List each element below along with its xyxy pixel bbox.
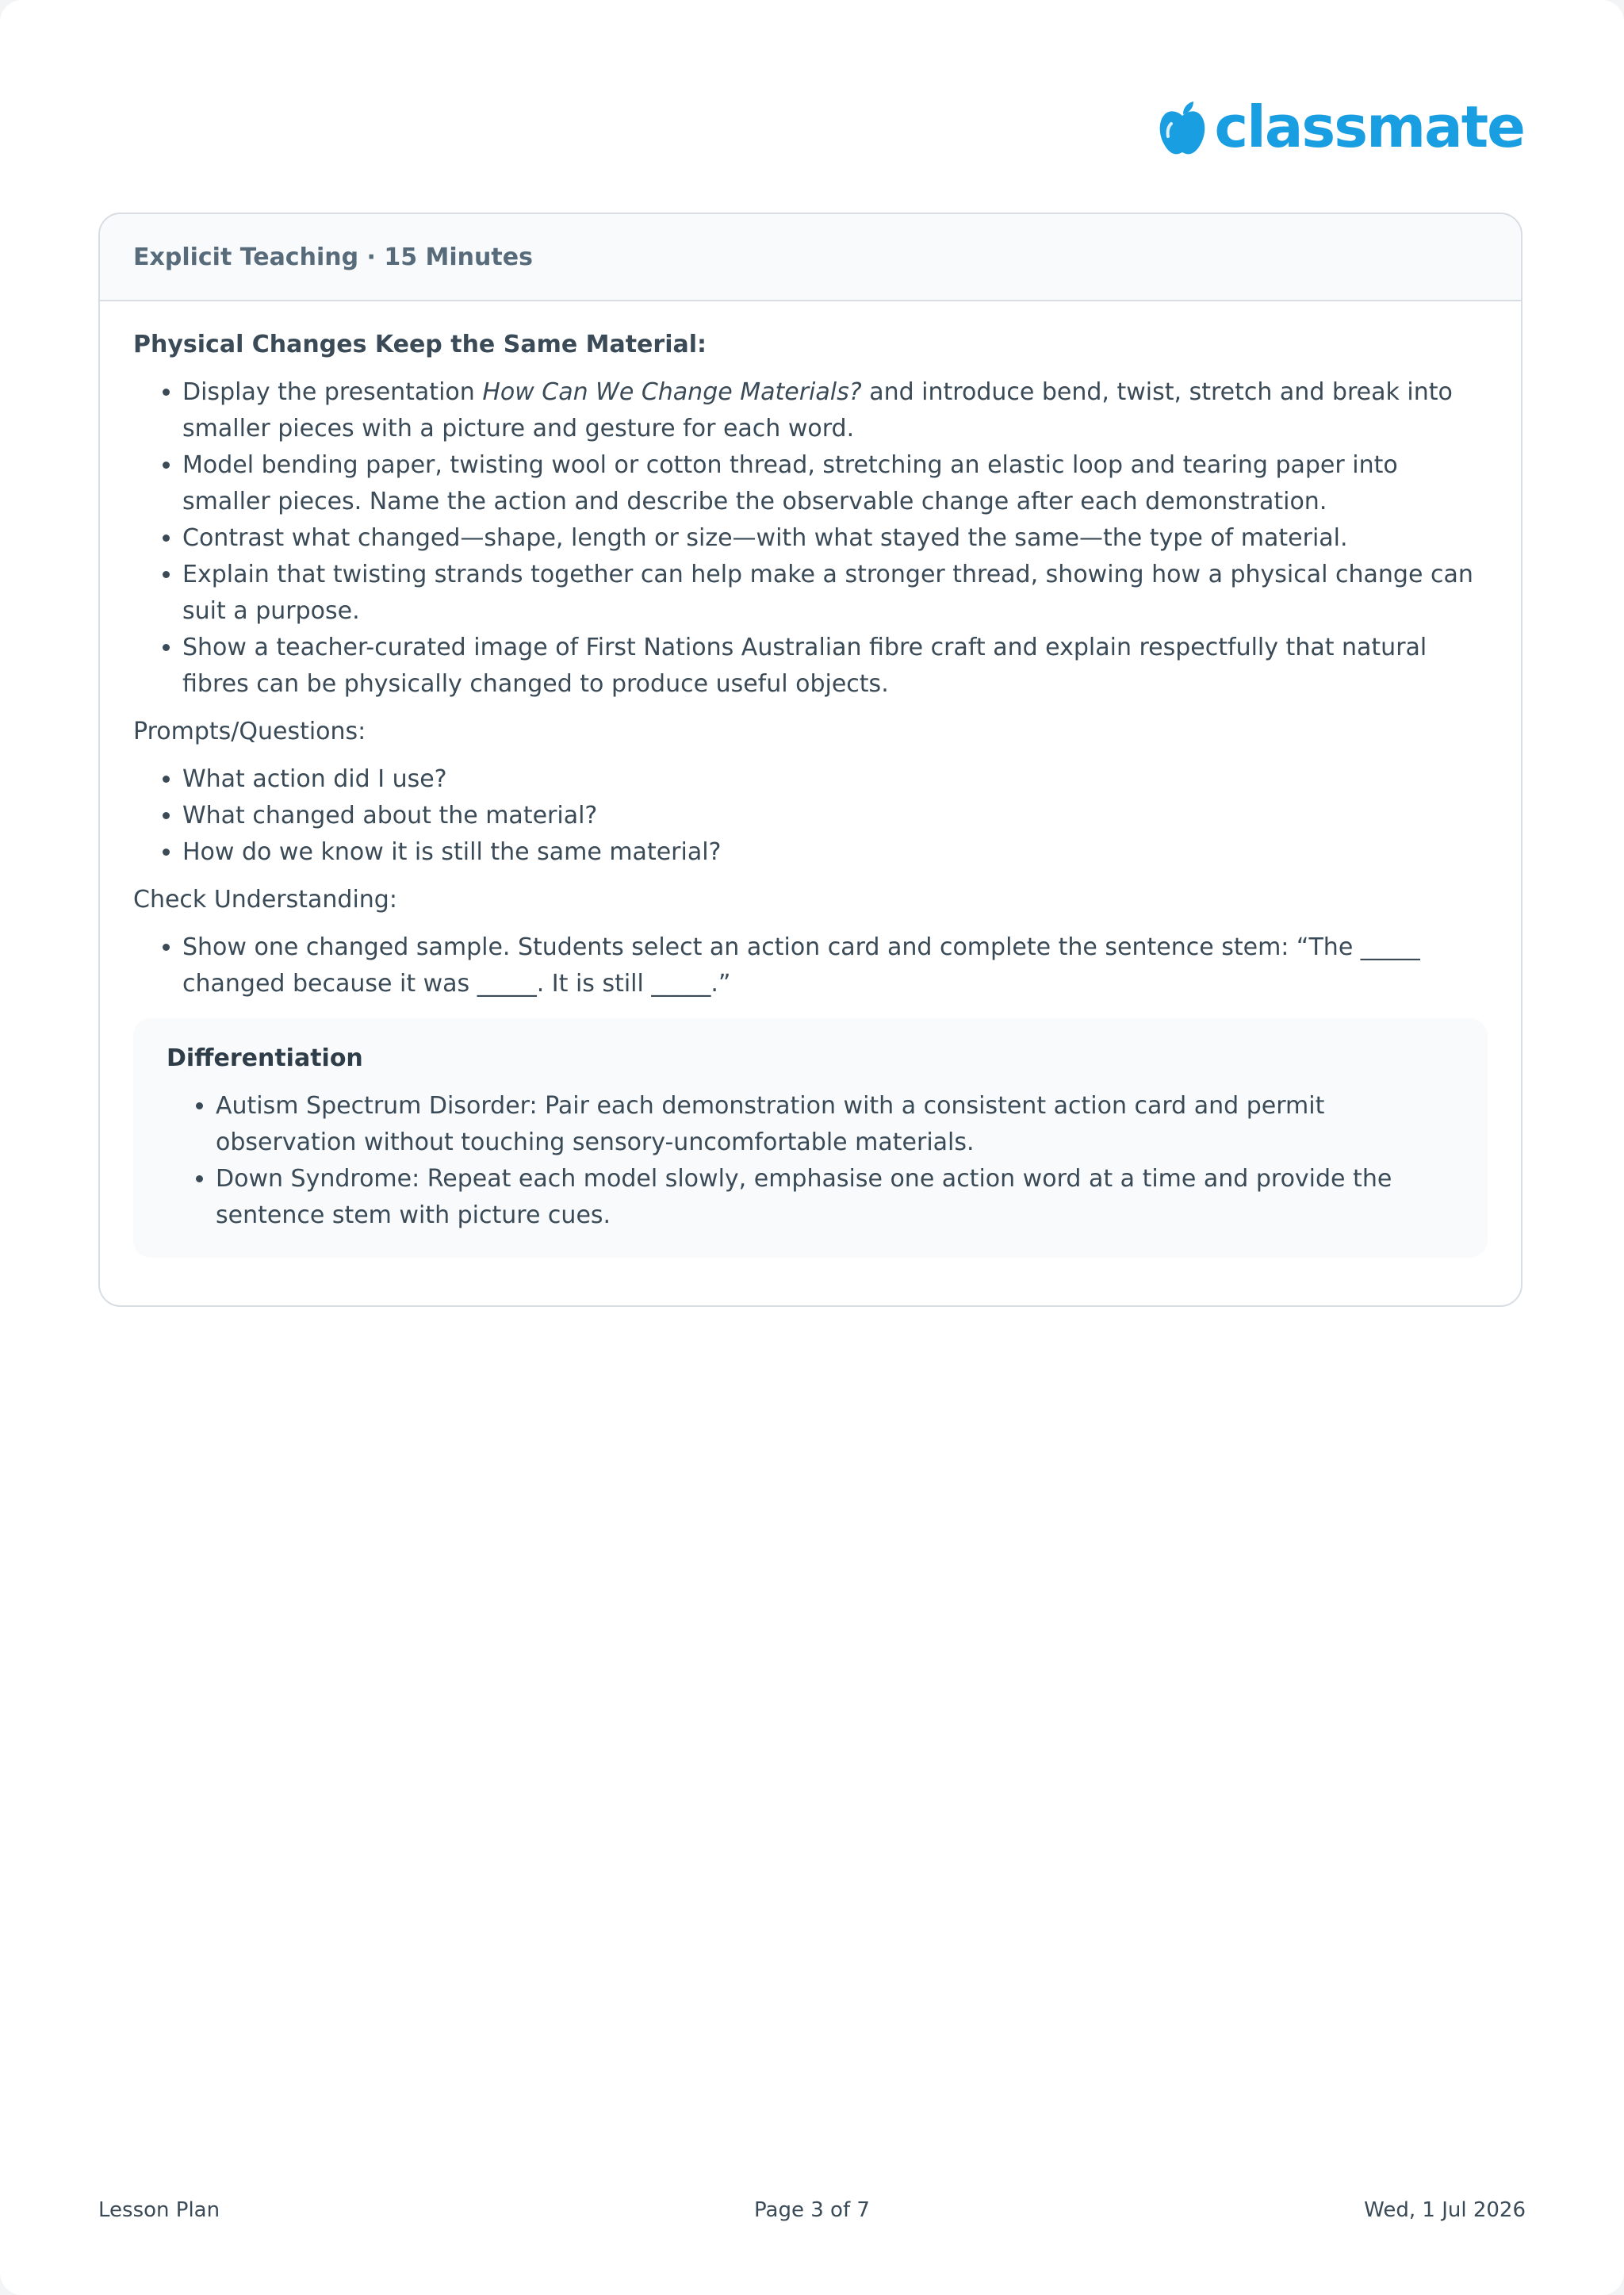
list-item: • What changed about the material? [182, 798, 1488, 834]
explicit-teaching-card [98, 213, 1522, 1307]
card-header-title: Explicit Teaching · 15 Minutes [133, 243, 533, 271]
check-understanding-list [133, 929, 1488, 1002]
list-item: • Model bending paper, twisting wool or cotton thread, stretching an elastic loop and tearing paper into smaller pieces. Name the action and describe the observable change after each demonstration. [182, 447, 1488, 520]
card-header [100, 214, 1521, 301]
footer-page-number: Page 3 of 7 [754, 2198, 870, 2222]
list-item: • Contrast what changed—shape, length or size—with what stayed the same—the type of material. [182, 520, 1488, 557]
list-item-text: Display the presentation [182, 378, 483, 406]
apple-icon [1159, 102, 1206, 157]
presentation-title: How Can We Change Materials? [482, 378, 862, 406]
list-item [182, 374, 1488, 447]
list-item: • Explain that twisting strands together can help make a stronger thread, showing how a physical change can suit a purpose. [182, 557, 1488, 630]
list-item: • What action did I use? [182, 761, 1488, 798]
brand-logo [1159, 94, 1524, 160]
footer-document-type: Lesson Plan [98, 2198, 220, 2222]
differentiation-box [133, 1018, 1488, 1258]
footer-date: Wed, 1 Jul 2026 [1364, 2198, 1526, 2222]
list-item: • Down Syndrome: Repeat each model slowly, emphasise one action word at a time and provide the sentence stem with picture cues. [216, 1161, 1454, 1234]
section-heading-check-understanding: Check Understanding: [133, 886, 397, 914]
list-item-text: and introduce bend, twist, stretch and break into smaller pieces with a picture and gesture for each word. [182, 378, 1453, 443]
section-heading-prompts: Prompts/Questions: [133, 718, 366, 745]
differentiation-list [167, 1088, 1454, 1234]
section-heading-physical-changes: Physical Changes Keep the Same Material: [133, 331, 707, 358]
brand-wordmark: classmate [1214, 94, 1524, 160]
list-item: • Show one changed sample. Students select an action card and complete the sentence stem: “The _____ changed because it was _____. It is still _____.” [182, 929, 1488, 1002]
list-item: • How do we know it is still the same material? [182, 834, 1488, 871]
physical-changes-list [133, 374, 1488, 703]
prompts-list [133, 761, 1488, 871]
card-body [100, 301, 1521, 1258]
differentiation-title: Differentiation [167, 1044, 363, 1072]
list-item: • Autism Spectrum Disorder: Pair each demonstration with a consistent action card and permit observation without touching sensory-uncomfortable materials. [216, 1088, 1454, 1161]
page-footer [98, 2198, 1526, 2222]
list-item: • Show a teacher-curated image of First Nations Australian fibre craft and explain respectfully that natural fibres can be physically changed to produce useful objects. [182, 630, 1488, 703]
